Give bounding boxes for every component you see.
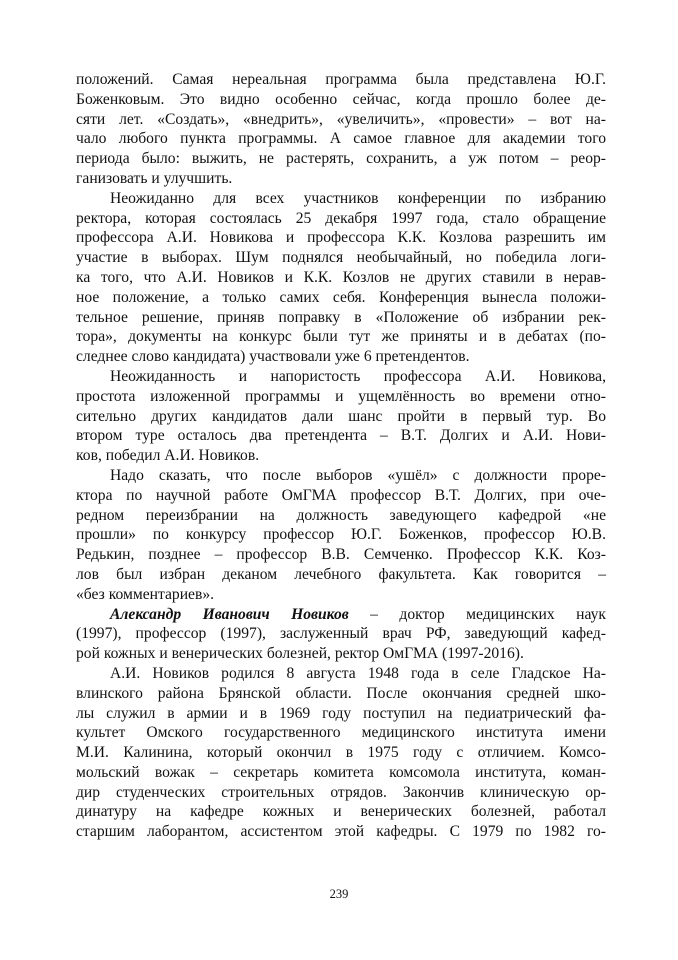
line-text: «без комментариев».: [76, 585, 215, 603]
line-text: тельное решение, приняв поправку в «Положение об избрании рек-: [76, 308, 606, 326]
line-text: простота изложенной программы и ущемлённость во времени отно-: [76, 387, 606, 405]
line-text: ков, победил А.И. Новиков.: [76, 447, 260, 465]
page-number: 239: [329, 887, 349, 901]
line-text: лы служил в армии и в 1969 году поступил на педиатрический фа-: [76, 704, 606, 722]
line-text: – доктор медицинских наук: [348, 605, 606, 623]
text-line: [76, 288, 606, 308]
line-text: ректора, которая состоялась 25 декабря 1997 года, стало обращение: [76, 209, 606, 227]
text-line: [76, 723, 606, 743]
line-text: лов был избран деканом лечебного факультета. Как говорится –: [76, 565, 606, 583]
text-line: [76, 585, 606, 605]
text-line: [76, 704, 606, 724]
text-line: [76, 624, 606, 644]
text-line: [76, 486, 606, 506]
line-text: А.И. Новиков родился 8 августа 1948 года в селе Гладское На-: [110, 664, 606, 682]
line-text: ное положение, а только самих себя. Конференция вынесла положи-: [76, 288, 606, 306]
text-line: [76, 822, 606, 842]
line-text: сительно других кандидатов дали шанс пройти в первый тур. Во: [76, 407, 606, 425]
line-text: тора», документы на конкурс были тут же приняты и в дебатах (по-: [76, 328, 606, 346]
line-text: сяти лет. «Создать», «внедрить», «увеличить», «провести» – вот на-: [76, 110, 606, 128]
line-text: М.И. Калинина, который окончил в 1975 году с отличием. Комсо-: [76, 744, 606, 762]
line-text: редном переизбрании на должность заведующего кафедрой «не: [76, 506, 606, 524]
text-line: [76, 664, 606, 684]
text-line: [76, 506, 606, 526]
line-text: мольский вожак – секретарь комитета комсомола института, коман-: [76, 763, 606, 781]
text-line: [76, 327, 606, 347]
text-line: [76, 525, 606, 545]
text-line: [76, 70, 606, 90]
line-text: старшим лаборантом, ассистентом этой кафедры. С 1979 по 1982 го-: [76, 823, 606, 841]
page-body-text: [76, 70, 606, 842]
line-text: профессора А.И. Новикова и профессора К.К. Козлова разрешить им: [76, 229, 606, 247]
text-line: [76, 605, 606, 625]
line-text: Надо сказать, что после выборов «ушёл» с должности проре-: [110, 466, 606, 484]
text-line: [76, 347, 606, 367]
text-line: [76, 743, 606, 763]
text-line: [76, 387, 606, 407]
text-line: [76, 446, 606, 466]
line-text: Боженковым. Это видно особенно сейчас, когда прошло более де-: [76, 90, 606, 108]
text-line: [76, 209, 606, 229]
text-line: [76, 466, 606, 486]
line-text: прошли» по конкурсу профессор Ю.Г. Боженков, профессор Ю.В.: [76, 526, 606, 544]
text-line: [76, 248, 606, 268]
line-text: ганизовать и улучшить.: [76, 169, 233, 187]
text-line: [76, 783, 606, 803]
line-text: втором туре осталось два претендента – В.Т. Долгих и А.И. Нови-: [76, 427, 606, 445]
line-text: следнее слово кандидата) участвовали уже 6 претендентов.: [76, 348, 470, 366]
text-line: [76, 545, 606, 565]
line-text: ка того, что А.И. Новиков и К.К. Козлов не других ставили в нерав-: [76, 268, 606, 286]
line-text: Редькин, позднее – профессор В.В. Семченко. Профессор К.К. Коз-: [76, 546, 606, 564]
line-text: динатуру на кафедре кожных и венерических болезней, работал: [76, 803, 606, 821]
person-name: Александр Иванович Новиков: [110, 605, 349, 623]
text-line: [76, 149, 606, 169]
line-text: чало любого пункта программы. А самое главное для академии того: [76, 130, 606, 148]
text-line: [76, 189, 606, 209]
line-text: Неожиданность и напористость профессора А.И. Новикова,: [110, 367, 606, 385]
text-line: [76, 802, 606, 822]
text-line: [76, 268, 606, 288]
line-text: культет Омского государственного медицинского института имени: [76, 724, 606, 742]
text-line: [76, 110, 606, 130]
text-line: [76, 426, 606, 446]
line-text: влинского района Брянской области. После окончания средней шко-: [76, 684, 606, 702]
line-text: периода было: выжить, не растерять, сохранить, а уж потом – реор-: [76, 150, 606, 168]
line-text: (1997), профессор (1997), заслуженный врач РФ, заведующий кафед-: [76, 625, 606, 643]
line-text: ктора по научной работе ОмГМА профессор В.Т. Долгих, при оче-: [76, 486, 606, 504]
text-line: [76, 684, 606, 704]
text-line: [76, 308, 606, 328]
line-text: положений. Самая нереальная программа была представлена Ю.Г.: [76, 71, 606, 88]
text-line: [76, 763, 606, 783]
text-line: [76, 565, 606, 585]
line-text: дир студенческих строительных отрядов. Закончив клиническую ор-: [76, 783, 606, 801]
text-line: [76, 90, 606, 110]
text-line: [76, 228, 606, 248]
text-line: [76, 644, 606, 664]
text-line: [76, 129, 606, 149]
line-text: рой кожных и венерических болезней, ректор ОмГМА (1997-2016).: [76, 645, 524, 663]
text-line: [76, 367, 606, 387]
line-text: участие в выборах. Шум поднялся необычайный, но победила логи-: [76, 249, 606, 267]
line-text: Неожиданно для всех участников конференции по избранию: [110, 189, 606, 207]
text-line: [76, 407, 606, 427]
text-line: [76, 169, 606, 189]
